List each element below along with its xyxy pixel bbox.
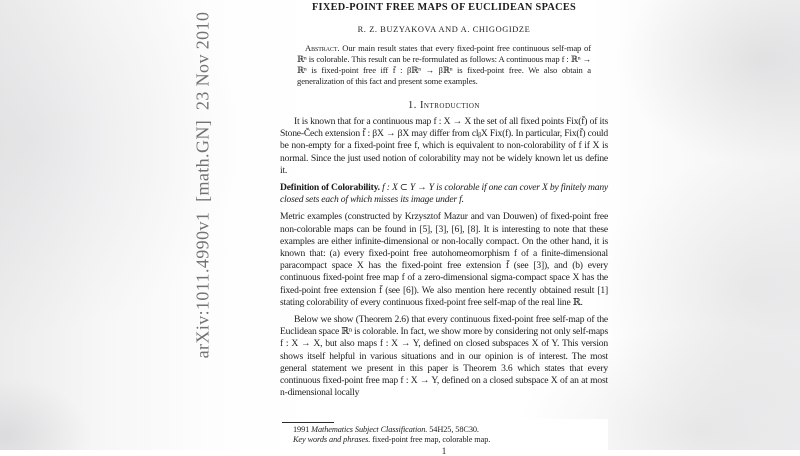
abstract-text: Our main result states that every fixed-point free continuous self-map of ℝⁿ is colorable. This result can be re-formulated as follows: A continuous map f : ℝⁿ → ℝⁿ is fixed-point free iff f̄ : βℝⁿ → βℝⁿ is fixed-point free. We also obtain a generalization of this fact and present some examples. — [297, 43, 591, 86]
footnote-area — [280, 419, 608, 456]
paragraph-metric-examples: Metric examples (constructed by Krzysztof Mazur and van Douwen) of fixed-point free non-colorable maps can be found in [5], [3], [6], [8]. It is interesting to note that these examples are either infinite-dimensional or non-locally compact. On the other hand, it is known that: (a) every fixed-point free autohomeomorphism f of a finite-dimensional paracompact space X has the fixed-point free extension f̄ (see [3]), and (b) every continuous fixed-point free map f of a zero-dimensional sigma-compact space X has the fixed-point free extension f̄ (see [6]). We also mention here recently obtained result [1] stating colorability of every continuous fixed-point free self-map of the real line ℝ. — [280, 211, 608, 308]
footnote-msc-year: 1991 — [293, 425, 312, 434]
footnote-msc-codes: 54H25, 58C30. — [427, 425, 479, 434]
footnote-keywords — [280, 435, 608, 445]
definition-label: Definition of Colorability. — [280, 182, 380, 194]
paragraph-intro: It is known that for a continuous map f : X → X the set of all fixed points Fix(f̄) of its Stone-Čech extension f̄ : βX → βX may differ from clᵦX Fix(f). In particular, Fix(f̄) could be non-empty for a fixed-point free f, which is equivalent to non-colorability of f if X is normal. Since the just used notion of colorability may not be widely known let us define it. — [280, 116, 608, 176]
paragraph-main-results: Below we show (Theorem 2.6) that every continuous fixed-point free self-map of the Euclidean space ℝⁿ is colorable. In fact, we show more by considering not only self-maps f : X → X, but also maps f : X → Y, defined on closed subspaces X of Y. This version shows itself helpful in various situations and in our opinion is of interest. The most general statement we present in this paper is Theorem 3.6 which states that every continuous fixed-point free map f : X → Y, defined on a closed subspace X of an at most n-dimensional locally — [280, 314, 609, 399]
footnote-rule — [282, 422, 334, 423]
footnote-msc — [280, 425, 608, 435]
arxiv-stamp: arXiv:1011.4990v1 [math.GN] 23 Nov 2010 — [192, 11, 213, 359]
paper-title: FIXED-POINT FREE MAPS OF EUCLIDEAN SPACES — [311, 2, 577, 13]
paper-body — [280, 0, 608, 419]
paper-page — [280, 0, 609, 456]
definition-block — [280, 182, 608, 206]
abstract-label: Abstract. — [305, 43, 340, 53]
footnote-keywords-text: fixed-point free map, colorable map. — [370, 434, 491, 444]
footnote-msc-label: Mathematics Subject Classification. — [311, 425, 428, 434]
section-heading-introduction: 1. Introduction — [408, 100, 480, 111]
definition-text: f : X ⊂ Y → Y is colorable if one can cover X by finitely many closed sets each of which misses its image under f. — [280, 182, 608, 206]
paper-authors: R. Z. BUZYAKOVA AND A. CHIGOGIDZE — [357, 25, 531, 34]
abstract-block — [297, 43, 591, 87]
page-number: 1 — [441, 445, 447, 456]
footnote-keywords-label: Key words and phrases. — [293, 434, 371, 444]
